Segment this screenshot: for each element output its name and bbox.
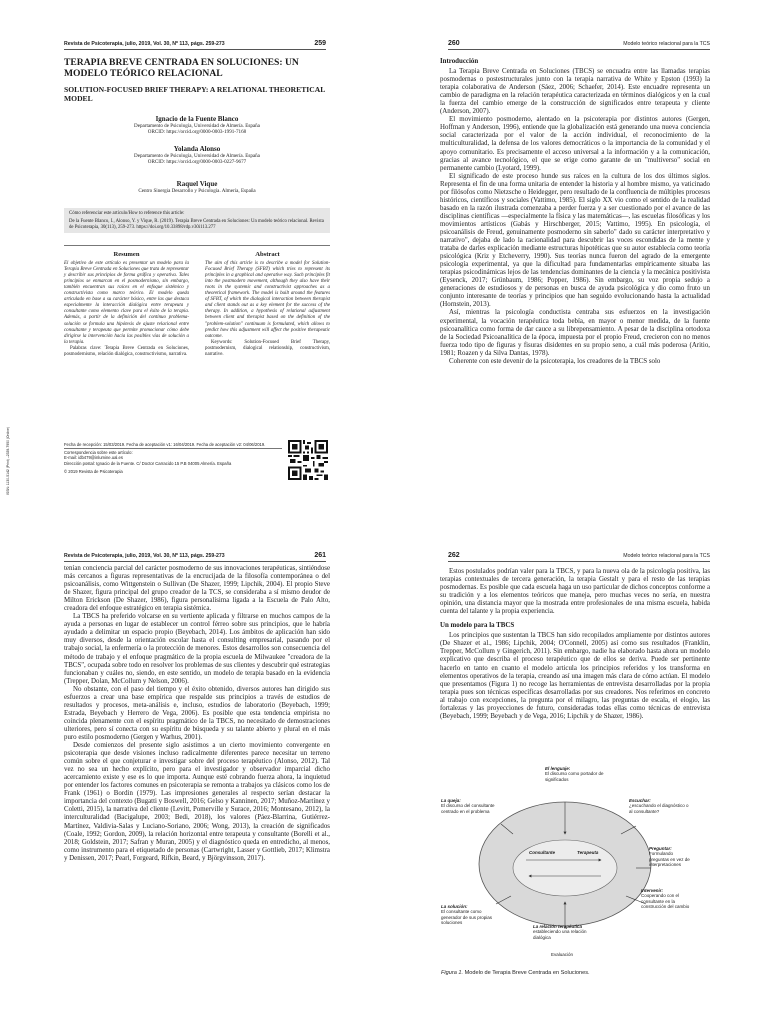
citation-label: Cómo referenciar este artículo/How to reference this article: (69, 211, 185, 216)
citation-text: De la Fuente Blanco, I., Alonso, Y. y Vique, R. (2019). Terapia Breve Centrada en Soluciones: Un modelo teórico relacional. Revista de Psicoterapia, 30(113), 259-273. https://doi.org/10.33898/rdp.v30i113.277 (69, 218, 324, 230)
copyright: © 2019 Revista de Psicoterapia (64, 468, 123, 474)
correspondence-address: Dirección postal: Ignacio de la Fuente. C/ Doctor Carracido 15 P.B 04005 Almería. España (64, 460, 232, 466)
keywords: Keywords: Solution-Focused Brief Therapy, postmodernism, dialogical relationship, constructivism, narrative. (205, 339, 330, 357)
page-number: 259 (314, 40, 326, 47)
article-body (64, 565, 330, 863)
caption-label: Figura 1. (441, 970, 464, 976)
label-preguntar: Preguntar: Formulando preguntas en vez de interpretaciones (649, 846, 690, 868)
author-orcid[interactable]: ORCID: https://orcid.org/0000-0003-1991-7168 (147, 129, 247, 136)
running-header (448, 40, 710, 50)
paragraph: Desde comienzos del presente siglo asistimos a un cierto movimiento convergente en psicoterapia que desde visiones incluso radicalmente diferentes parece necesitar un terreno común sobre el que conjeturar e investigar sobre del proceso terapéutico (Alonso, 2012). Tal vez no sea un hecho explícito, pero para el investigador y observador imparcial dicho acercamiento existe y ese es lo que importa. Aunque esté cobrando fuerza ahora, la inquietud por entender los factores comunes en psicoterapia se remonta a trabajos ya clásicos como los de Frank (1961) o Bordin (1979). Las impresiones generales al respecto serían destacar la importancia del contexto (Bugatti y Boswell, 2016; Gelso y Kanninen, 2017; Muñoz-Martínez y Coletti, 2015), la narrativa del cliente (Levitt, Pomerville y Surace, 2016; Montesano, 2012), la interculturalidad (Bacigalupe, 2003; Bedi, 2018), los valores (Páez-Blarrina, Gutiérrez-Martínez, Valdivia-Salas y Luciano-Soriano, 2006; Wong, 2013), la creación de significados (Coale, 1992; Gordon, 2009), la relación horizontal entre terapeuta y consultante (Borelli et al., 2018; Goldstein, 2017; Safran y Muran, 2005) y el diagnóstico queda en entredicho, al menos, como instrumento para el etiquetado de personas (Cartwright, Lasser y Gottlieb, 2017; Klimstra y Denissen, 2017; Pearl, Forgeard, Rifkin, Beard, y Björgvinsson, 2017). (64, 742, 330, 862)
page-number: 262 (448, 552, 460, 559)
abstract-column (205, 252, 330, 358)
author-block (64, 180, 330, 194)
citation-box (64, 208, 330, 233)
reception-dates: Fecha de recepción: 15/03/2019. Fecha de aceptación v1: 16/04/2019. Fecha de aceptación v2: 04/06/2019. (64, 442, 282, 449)
page-number: 260 (448, 40, 460, 47)
paragraph: La TBCS ha preferido volcarse en su vertiente aplicada y filtrarse en muchos campos de la ayuda a personas en lugar de establecer un control férreo sobre sus principios, que le habría ayudado a delimitar un espacio propio (Beyebach, 2014). Los ámbitos de aplicación han sido muy diversos, desde la orientación escolar hasta el consulting empresarial, pasando por el trabajo social, la enfermería o la protección de menores. Estos desarrollos son consecuencia del método de trabajo y el enfoque pragmático de la propia escuela de Milwaukee "creadora de la TBCS", ocupada sobre todo en resolver los problemas de sus clientes y descubrir qué estrategias funcionaban y cuáles no, siendo, en este sentido, un modelo de terapia basado en la evidencia (Trepper, Dolan, McCollum y Nelson, 2006). (64, 613, 330, 685)
label-intervenir: Intervenir: Cooperando con el consultante en la construcción del cambio (641, 888, 690, 910)
paragraph: No obstante, con el paso del tiempo y el éxito obtenido, diversos autores han dirigido sus esfuerzos a crear una base empírica que respalde sus principios a través de estudios de resultados y procesos, meta-análisis e, incluso, estudios de laboratorio (Beyebach, 1999; Estrada, Beyebach y Herrero de Vega, 2006). Es posible que esta tendencia empirista no coincida plenamente con el espíritu pragmático de la TBCS, no necesitado de demostraciones ulteriores, pero sí conecta con su espíritu de búsqueda y su talante abierto y plural en el más puro estilo posmoderno (Gergen y Warhus, 2001). (64, 685, 330, 741)
issn-sidebar (6, 415, 14, 495)
article-subtitle: SOLUTION-FOCUSED BRIEF THERAPY: A RELATIONAL THEORETICAL MODEL (64, 85, 325, 103)
running-header (64, 40, 326, 50)
section-heading: Introducción (440, 58, 479, 65)
paragraph: Los principios que sustentan la TBCS han sido recopilados ampliamente por distintos autores (De Shazer et al., 1986; Lipchik, 2004; O'Connell, 2005) así como sus resultados (Franklin, Trepper, McCollum y Gingerich, 2011). Sin embargo, nadie ha elaborado hasta ahora un modelo explicativo que describa el proceso terapéutico que de ellos se deriva. Puede ser pertinente hacerlo en tanto en cuanto el modelo articula los principios referidos y los transforma en elementos operativos de la terapia, creando así una imagen más clara de cómo actúan. El modelo que presentamos (Figura 1) no recoge las herramientas de entrevista desarrolladas por la propia terapia pues son técnicas específicas desarrolladas por sus creadores. Nos referimos en concreto al trabajo con excepciones, la pregunta por el milagro, las preguntas de escala, el elogio, las fortalezas y las proyecciones de futuro, consideradas todas ellas como técnicas de entrevista (Beyebach, 1999; Beyebach y de Vega, 2016; Lipchik y de Shazer, 1986). (440, 632, 710, 720)
inner-ellipse (513, 840, 617, 896)
article-body (440, 568, 710, 721)
author-name: Yolanda Alonso (173, 145, 221, 153)
article-body (440, 56, 710, 366)
issn-text: ISSN: 1130-5142 (Print) –2339-7950 (Online) (6, 427, 10, 495)
section-heading: Un modelo para la TBCS (440, 622, 515, 630)
resumen-column (64, 252, 189, 358)
abstract-text: The aim of this article is to describe a model for Solution-Focused Brief Therapy (SFBT) which tries to represent its principles in a graphical and operative way. Such principles fit into the postmodern movement, although they also have their roots in the systemic and constructivist approaches as a theoretical framework. The model is built around the features of SFBT, of which the dialogical interaction between therapist and client stands out as a key element for the success of the therapy. In addition, a hypothesis of relational adjustment between client and therapist based on the definition of the "problem-solution" continuum is formulated, which allows to predict how this adjustment will affect the positive therapeutic outcome. (205, 261, 330, 339)
article-title: TERAPIA BREVE CENTRADA EN SOLUCIONES: UN MODELO TEÓRICO RELACIONAL (64, 57, 299, 79)
page-261 (0, 512, 384, 1024)
author-affiliation: Centro Sinergia Desarrollo y Psicología. Almería, España (138, 188, 256, 194)
correspondence-email[interactable]: E-mail: idb479@inlumine.ual.es (64, 455, 123, 461)
caption-text: Modelo de Terapia Breve Centrada en Soluciones. (464, 970, 590, 976)
paragraph: El significado de este proceso hunde sus raíces en la cultura de los dos últimos siglos. Representa el fin de una forma unitaria de entender la historia y al hombre mismo, ya vaticinado por filósofos como Nietzsche o Heidegger, pero resultado de la confluencia de múltiples procesos históricos, científicos y sociales (Vattimo, 1985). El siglo XX vio como el sentido de la realidad basado en la razón ilustrada comenzaba a perder fuerza y a ser cuestionado por el avance de las disciplinas científicas —especialmente la física y las matemáticas—, las escuelas filosóficas y los movimientos artísticos (Gabás y Hirschberger, 2015; Vattimo, 1995). En psicología, el psicoanálisis de Freud, genuinamente posmoderno sin saberlo" dado su carácter interpretativo y narrativo", dejaba de lado la racionalidad para descubrir las voces escondidas de la mente y trataba de darles explicación mediante estructuras hipotéticas que su autor establecía como teoría psicológica (Kriz y Etcheverry, 1990). Sus teorías nunca fueron del agrado de la emergente psicología experimental, ya que la dificultad para fundamentarlas empíricamente situaba las terapias psicodinámicas lejos de las tendencias dominantes de la ciencia y la mecánica positivista (Eysenck, 2017; Grünbaum, 1986; Popper, 1986). Sin embargo, su voz propia sedujo a generaciones de estudiosos y de personas en busca de ayuda psicológica y dio como fruto un conjunto interesante de teorías y principios que han seguido evolucionando hasta la actualidad (Hornstein, 2013). (440, 172, 710, 309)
author-orcid[interactable]: ORCID: https://orcid.org/0000-0003-0227-9677 (147, 159, 247, 166)
label-evaluacion: Evaluación (551, 952, 574, 957)
journal-header: Modelo teórico relacional para la TCS (623, 553, 710, 559)
author-block (64, 115, 330, 135)
paragraph: La Terapia Breve Centrada en Soluciones (TBCS) se encuadra entre las llamadas terapias posmodernas o postestructurales junto con la terapia narrativa de White y Epston (1993) la terapia colaborativa de Anderson (Sáez, 2006; Schaefer, 2014). Este encuadre representa un cambio de paradigma en la relación terapéutica caracterizada en términos dialógicos y en la cual la fuerza del cambio emerge de la construcción de significados entre terapeuta y cliente (Anderson, 2007). (440, 68, 710, 116)
divider (64, 245, 330, 246)
figure-1 (441, 764, 692, 966)
author-name: Raquel Vique (176, 180, 218, 188)
resumen-text: El objetivo de este artículo es presentar un modelo para la Terapia Breve Centrada en Soluciones que trata de representar y describir sus principios de forma gráfica y operativa. Tales principios se enmarcan en el posmodernismo, sin embargo, también encuentran sus raíces en el enfoque sistémico y constructivista como marco teórico. El modelo queda articulado en base a su carácter básico, entre las que destaca especialmente la interacción dialógica entre terapeuta y consultante como elemento clave para el éxito de la terapia. Además, a partir de la definición del continuo problema-solución se formula una hipótesis de ajuste relacional entre consultante y terapeuta que permite promocionar cómo debe dirigirse la intervención hacia las posibles vías de solución a la terapia. (64, 261, 189, 345)
figure-caption (441, 970, 590, 976)
label-consultante: Consultante (529, 850, 556, 855)
correspondence-label: Correspondencia sobre este artículo: (64, 450, 133, 456)
article-metadata (64, 442, 282, 474)
page-259 (0, 0, 384, 512)
author-name: Ignacio de la Fuente Blanco (155, 115, 239, 123)
qr-code-icon[interactable] (288, 440, 328, 480)
paragraph: Estos postulados podrían valer para la TBCS, y para la nueva ola de la psicología positiva, las terapias contextuales de tercera generación, la terapia Gestalt y para el resto de las terapias posmodernas. Es posible que cada escuela haga un uso particular de dichos conceptos conforme a su tradición y a los elementos teóricos que maneja, pero muchas veces no sería, en nuestra opinión, una distancia mayor que la mostrada entre profesionales de una misma escuela, habida cuenta del talante y la propia experiencia. (440, 568, 710, 616)
paragraph: tenían conciencia parcial del carácter posmoderno de sus innovaciones terapéuticas, sintiéndose más cercanos a figuras representativas de la encrucijada de la filosofía contemporánea o del psicoanálisis, como Wittgenstein o Sullivan (De Shazer, 1999; Lipchik, 2004). El propio Steve de Shazer, figura principal del grupo creador de la TCS, se consideraba a sí mismo deudor de Milton Erickson (De Shazer, 1986), figura personalísima ligada a la Escuela de Palo Alto, creadora del enfoque estratégico en terapia sistémica. (64, 565, 330, 613)
page-number: 261 (314, 552, 326, 559)
paragraph: El movimiento posmoderno, alentado en la psicoterapia por distintos autores (Gergen, Hoffman y Anderson, 1996), entiende que la globalización está generando una nueva conciencia social caracterizada por el valor de la acción individual, el reconocimiento de la multiculturalidad, la defensa de los valores democráticos o la importancia de la comunidad y el apoyo comunitario. Es precisamente el acceso universal a la información y a la comunicación, gracias al avance tecnológico, el que se erige como garante de un "multiverso" social en permanente cambio (Lyotard, 1999). (440, 116, 710, 172)
label-terapeuta: Terapeuta (577, 850, 599, 855)
running-header (448, 552, 710, 562)
author-affiliation: Departamento de Psicología, Universidad de Almería. España (134, 123, 260, 129)
label-queja: La queja: El discurso del consultante centrado en el problema (441, 798, 495, 814)
journal-header: Revista de Psicoterapia, julio, 2019, Vol. 30, Nº 113, págs. 259-273 (64, 41, 225, 47)
journal-header: Revista de Psicoterapia, julio, 2019, Vol. 30, Nº 113, págs. 259-273 (64, 553, 225, 559)
paragraph: Coherente con este devenir de la psicoterapia, los creadores de la TBCS solo (449, 357, 661, 365)
page-260 (384, 0, 768, 512)
palabras-clave: Palabras clave: Terapia Breve Centrada en Soluciones, posmodernismo, relación dialógica, constructivismo, narrativa. (64, 345, 189, 357)
abstract-heading: Abstract (255, 251, 280, 258)
journal-header: Modelo teórico relacional para la TCS (623, 41, 710, 47)
running-header (64, 552, 326, 562)
resumen-heading: Resumen (113, 251, 140, 258)
label-escuchar: Escuchar: ¿escuchando el diagnóstico o al consultante? (629, 798, 689, 814)
label-solucion: La solución: El consultante como generador de sus propias soluciones (441, 904, 493, 926)
paragraph: Así, mientras la psicología conductista centraba sus esfuerzos en la investigación experimental, la vocación terapéutica toda bebía, en mayor o menor medida, de la fuente psicoanalítica como forma de dar cauce a su librepensamiento. A pesar de la disciplina ortodoxa de la Sociedad Psicoanalítica de la época, impuesta por el propio Freud, crecieron con no menos fuerza todo tipo de figuras y fisuras disidentes en su propio seno, a cuál más poderosa (Aritio, 1981; Roazen y da Silva Dantas, 1978). (440, 309, 710, 357)
author-block (64, 145, 330, 165)
label-lenguaje: El lenguaje: El discurso como portador de significados (545, 766, 604, 782)
label-relacion: La relación terapéutica estableciendo una relación dialógica (533, 924, 587, 940)
author-affiliation: Departamento de Psicología, Universidad de Almería. España (134, 153, 260, 159)
